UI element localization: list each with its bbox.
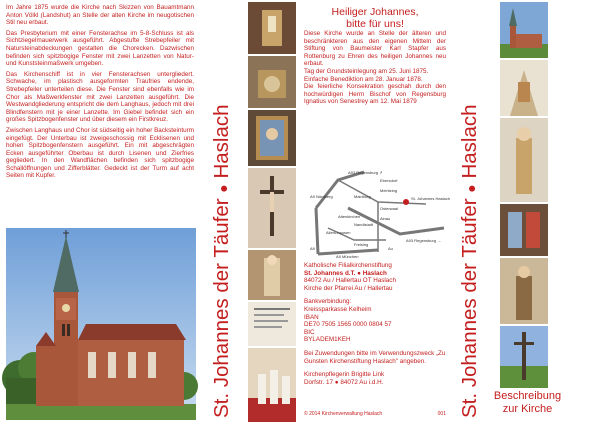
history-text bbox=[6, 4, 194, 183]
interior-photo-strip bbox=[248, 0, 298, 425]
map-label-au: Au bbox=[388, 246, 393, 251]
history-paragraph-4: Zwischen Langhaus und Chor ist südseitig ein hoher Backsteinturm eingefügt. Der Unterbau ist zweigeschossig mit Ecklisenen und hohen Spitzbogenfenstern ausgeführt. Ein mit abgeschrägten Ecken ausgeführter Oberbau ist durch Lisenen und Zierfries gegliedert. In den Wandflächen befinden sich spitzbogige Schallöffnungen und Zifferblätter. Gedeckt ist der Turm auf acht Seiten mit Kupfer. bbox=[6, 126, 194, 180]
address-line-1: Katholische Filialkirchenstiftung bbox=[304, 262, 392, 269]
back-label bbox=[455, 390, 600, 416]
title-dot-right: ● bbox=[463, 184, 479, 193]
wayside-cross-photo bbox=[500, 326, 548, 388]
story-line-4: Die feierliche Konsekration geschah durch den hochwürdigen Herrn Bischof von Regensburg Ignatius von Senestrey am 12. Mai 1879 bbox=[304, 83, 446, 106]
info-panel bbox=[300, 0, 450, 425]
vertical-title-left bbox=[210, 104, 234, 418]
address-line-4: Kirche der Pfarrei Au / Hallertau bbox=[304, 284, 393, 292]
map-label-mainburg: Mainburg bbox=[354, 194, 371, 199]
page-code: 001 bbox=[437, 411, 446, 417]
altar-photo bbox=[248, 2, 296, 54]
map-label-attenkirchen: Attenkirchen bbox=[338, 214, 361, 219]
map-label-a93-top: A93 Regensburg ↗ bbox=[348, 170, 383, 175]
back-label-line2: zur Kirche bbox=[502, 403, 553, 415]
caretaker-line-1: Kirchenpflegerin Brigitte Link bbox=[304, 371, 385, 379]
map-label-a93-mid: A93 Regensburg → bbox=[406, 238, 442, 243]
history-paragraph-3: Das Kirchenschiff ist in vier Fensterachsen untergliedert. Schwache, im plastisch ausgeformten Traufries endende, Strebepfeiler unterteilen diese. Die Fenster sind ebenfalls wie im Chor als Maßwerkfenster mit zwei Lanzetten ausgeführt. Die Westwandgliederung entspricht die dem Langhaus, jedoch mit drei Blindfenstern mit je einer Lanzette. Im Giebel befindet sich ein großes Spitzbogenfenster und über diesem ein Firstkreuz. bbox=[6, 70, 194, 124]
bank-line-5: BIC bbox=[304, 328, 315, 336]
church-spire-photo bbox=[500, 2, 548, 58]
history-paragraph-1: Im Jahre 1875 wurde die Kirche nach Skizzen von Bauamtmann Anton Völkl (Landshut) an Stelle der alten Kirche im neugotischen Stil neu erbaut. bbox=[6, 4, 194, 27]
stained-glass-photo bbox=[500, 204, 548, 256]
map-label-allershausen: Allers-hausen bbox=[326, 230, 351, 235]
history-paragraph-2: Das Presbyterium mit einer Fensterachse im 5-8-Schluss ist als Sichtziegelmauerwerk ausgeführt. Abgestufte Strebepfeiler mit Natursteinabdeckungen gestalten die Chorecken. Dazwischen befinden sich spitzbogige Fenster mit zwei Lanzetten von Natur- und Kunststeinmaßwerk umgeben. bbox=[6, 29, 194, 68]
map-label-osterwaal: Osterwaal bbox=[380, 206, 399, 211]
prayer-heading-line1: Heiliger Johannes, bbox=[331, 6, 419, 18]
figure-photo bbox=[500, 258, 548, 324]
title-part2: Haslach bbox=[210, 104, 233, 179]
bank-line-2: Kreissparkasse Kelheim bbox=[304, 305, 372, 313]
document-photo bbox=[248, 302, 296, 346]
bank-line-6: BYLADEM1KEH bbox=[304, 336, 351, 344]
cover-panel bbox=[450, 0, 600, 425]
photo-title-panel bbox=[200, 0, 300, 425]
crucifix-photo bbox=[248, 168, 296, 248]
procession-photo bbox=[248, 348, 296, 422]
caretaker-line-2: Dorfstr. 17 ● 84072 Au i.d.H. bbox=[304, 378, 384, 386]
title-dot: ● bbox=[215, 184, 231, 193]
back-label-line1: Beschreibung bbox=[493, 390, 562, 402]
story-line-2: Tag der Grundsteinlegung am 25. Juni 1875. bbox=[304, 67, 429, 75]
bank-line-3: IBAN bbox=[304, 313, 319, 321]
map-label-church: St. Johannes Haslach bbox=[411, 196, 450, 201]
map-label-nandlstadt: Nandlstadt bbox=[354, 222, 374, 227]
route-map bbox=[308, 168, 450, 260]
statue-photo bbox=[248, 250, 296, 300]
bank-line-1: Bankverbindung: bbox=[304, 298, 352, 306]
interior-nave-photo bbox=[500, 60, 548, 116]
title-part1: St. Johannes der Täufer bbox=[210, 198, 233, 418]
copyright-text: © 2014 Kirchenverwaltung Haslach bbox=[304, 411, 383, 417]
map-label-ebersdorf: Ebersdorf bbox=[380, 178, 398, 183]
prayer-heading bbox=[302, 6, 448, 30]
map-label-ainau: Ainau bbox=[380, 216, 391, 221]
history-panel bbox=[0, 0, 200, 425]
contact-block bbox=[304, 262, 446, 386]
church-exterior-photo bbox=[6, 228, 196, 420]
footer bbox=[304, 411, 446, 417]
prayer-heading-line2: bitte für uns! bbox=[346, 18, 404, 30]
pulpit-photo bbox=[248, 56, 296, 108]
vertical-title-right bbox=[458, 104, 482, 418]
painting-photo bbox=[248, 110, 296, 166]
donation-note: Bei Zuwendungen bitte im Verwendungszweck „Zu Gunsten Kirchenstiftung Haslach" angeben. bbox=[304, 349, 446, 365]
story-line-1: Diese Kirche wurde an Stelle der älteren und beschränkteren aus den eigenen Mitteln der Stiftung von Baumeister Karl Stapfer aus Rottenburg zu Ehren des heiligen Johannes neu erbaut. bbox=[304, 30, 446, 68]
title-part2-right: Haslach bbox=[458, 104, 481, 179]
map-label-meiritzing: Meiritzing bbox=[380, 188, 398, 193]
map-label-freising: Freising bbox=[354, 242, 369, 247]
title-part1-right: St. Johannes der Täufer bbox=[458, 198, 481, 418]
story-line-3: Einfache Benediktion am 28. Januar 1878. bbox=[304, 75, 423, 83]
saint-statue-photo bbox=[500, 118, 548, 202]
map-label-a9-left: A9 bbox=[310, 246, 315, 251]
cover-photo-strip bbox=[500, 0, 550, 390]
map-label-a9-nuernberg: A9 Nürnberg bbox=[310, 194, 333, 199]
address-line-2: St. Johannes d.T. ● Haslach bbox=[304, 269, 387, 277]
bank-line-4: DE70 7505 1565 0000 0804 57 bbox=[304, 321, 392, 329]
consecration-text bbox=[304, 30, 446, 106]
address-line-3: 84072 Au / Hallertau OT Haslach bbox=[304, 277, 396, 285]
map-label-a9-muenchen: A9 München bbox=[336, 254, 359, 259]
